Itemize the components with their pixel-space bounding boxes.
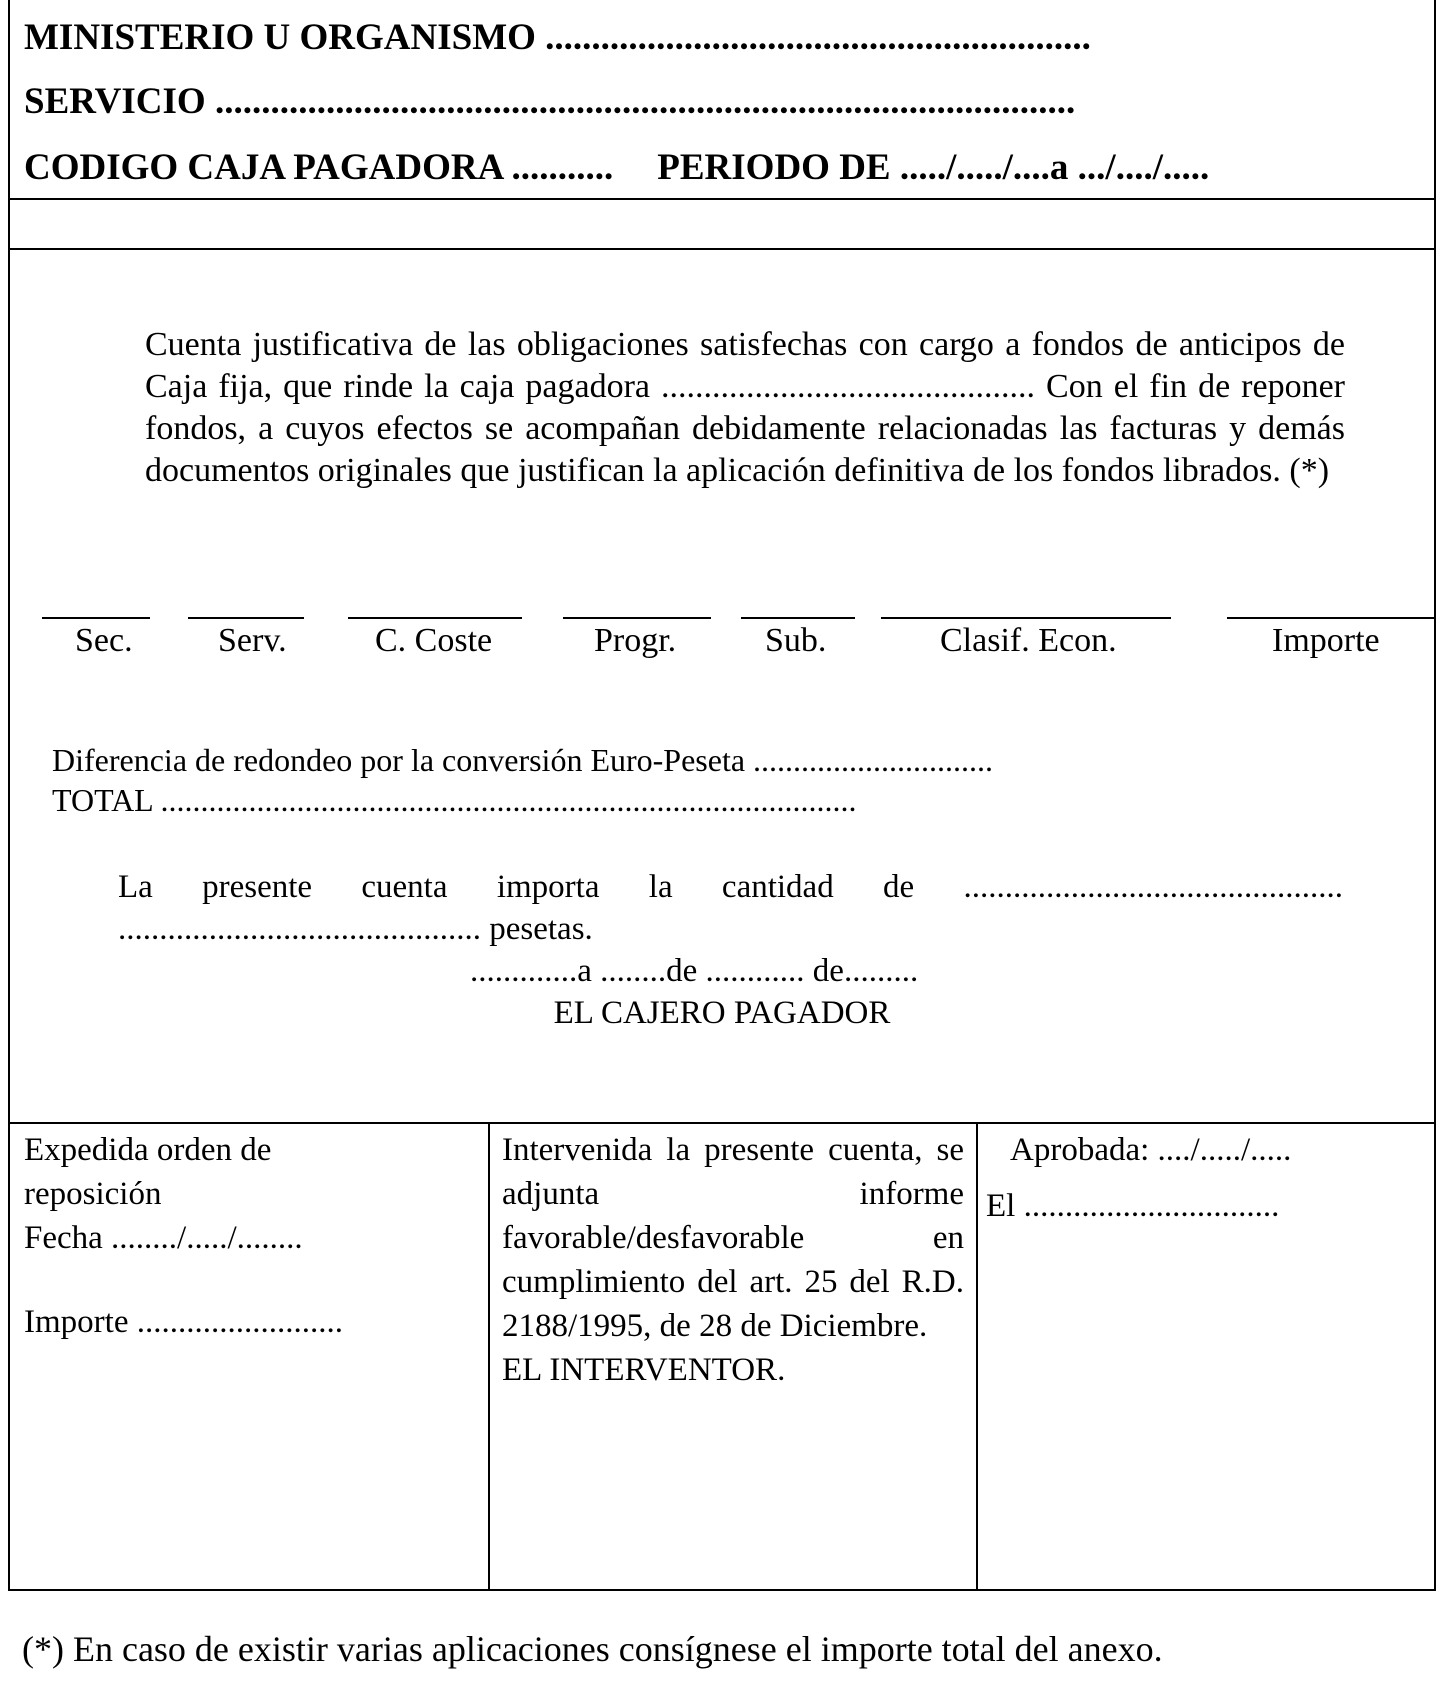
expedida-importe: Importe ......................... (24, 1304, 343, 1340)
importe-rule (1227, 617, 1434, 619)
col-clasif: Clasif. Econ. (940, 622, 1117, 659)
codigo-caja-field: CODIGO CAJA PAGADORA ........... (24, 147, 614, 188)
intro-paragraph: Cuenta justificativa de las obligaciones satisfechas con cargo a fondos de anticipos de Caja fija, que rinde la caja pagadora ............................................ Con el fin de reponer fondos, a cuyos efectos se acompañan debidamente relacionadas las facturas y demás documentos originales que justifican la aplicación definitiva de los fondos librados. (*) (145, 326, 1345, 489)
form-header (10, 0, 1434, 200)
diferencia-line: Diferencia de redondeo por la conversión Euro-Peseta .............................. (52, 742, 994, 778)
place-date-line: .............a ........de ............ de......... (470, 953, 919, 989)
form (8, 0, 1436, 1591)
periodo-field: PERIODO DE ...../...../....a .../..../..... (657, 147, 1210, 188)
col-progr: Progr. (594, 622, 677, 659)
intervenida-text: Intervenida la presente cuenta, se adjunta informe favorable/desfavorable en cumplimiento del art. 25 del R.D. 2188/1995, de 28 de Diciembre. (502, 1132, 964, 1344)
expedida-cell (10, 1124, 490, 1589)
intervenida-cell (490, 1124, 978, 1589)
coste-rule (348, 617, 522, 619)
el-signature-line: El ............................... (986, 1188, 1280, 1224)
total-line: TOTAL ....................................................................................... (52, 782, 857, 818)
importa-line-2: ............................................ pesetas. (118, 911, 593, 947)
codigo-periodo-line (24, 146, 1209, 189)
col-sub: Sub. (765, 622, 827, 659)
expedida-fecha: Fecha ......../...../........ (24, 1220, 303, 1256)
footnote: (*) En caso de existir varias aplicaciones consígnese el importe total del anexo. (22, 1629, 1163, 1669)
sec-rule (42, 617, 150, 619)
servicio-line: SERVICIO ............................................................................................. (24, 81, 1076, 122)
importa-line-1: La presente cuenta importa la cantidad de .............................................. (118, 869, 1343, 905)
col-serv: Serv. (218, 622, 287, 659)
aprobada-cell (978, 1124, 1434, 1589)
aprobada-label: Aprobada: ..../...../..... (1010, 1132, 1292, 1168)
interventor-label: EL INTERVENTOR. (502, 1352, 786, 1388)
serv-rule (188, 617, 304, 619)
ministerio-line: MINISTERIO U ORGANISMO ........................................................... (24, 17, 1091, 58)
cajero-signature-label: EL CAJERO PAGADOR (553, 995, 891, 1031)
blank-row (10, 200, 1434, 250)
clasif-rule (881, 617, 1171, 619)
col-sec: Sec. (75, 622, 133, 659)
expedida-label-1: Expedida orden de (24, 1132, 272, 1168)
progr-rule (563, 617, 711, 619)
form-body (10, 250, 1434, 1124)
approval-section (10, 1124, 1434, 1589)
col-coste: C. Coste (375, 622, 493, 659)
sub-rule (741, 617, 855, 619)
col-importe: Importe (1272, 622, 1380, 659)
expedida-label-2: reposición (24, 1176, 162, 1212)
